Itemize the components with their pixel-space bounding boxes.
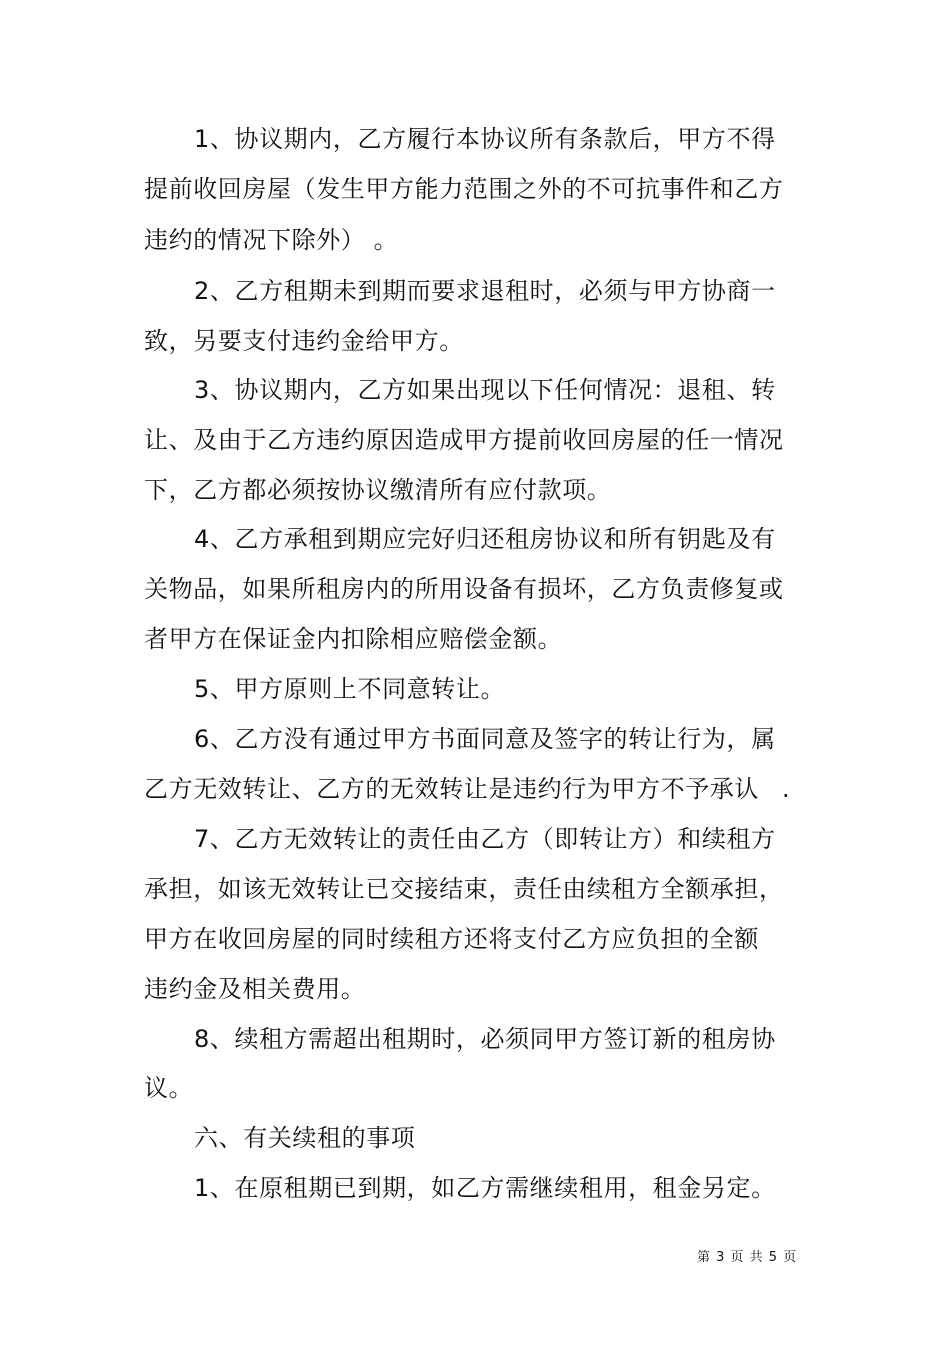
- text-line: 8、续租方需超出租期时，必须同甲方签订新的租房协: [194, 1025, 776, 1053]
- text-line: 让、及由于乙方违约原因造成甲方提前收回房屋的任一情况: [144, 426, 784, 454]
- text-line: 违约的情况下除外） 。: [144, 226, 399, 254]
- section-heading: 六、有关续租的事项: [194, 1124, 416, 1152]
- text-line: 3、协议期内，乙方如果出现以下任何情况：退租、转: [194, 376, 776, 404]
- text-line: 7、乙方无效转让的责任由乙方（即转让方）和续租方: [194, 825, 776, 853]
- text-line: 议。: [144, 1074, 194, 1102]
- text-line: 违约金及相关费用。: [144, 975, 366, 1003]
- text-line: 1、协议期内，乙方履行本协议所有条款后，甲方不得: [194, 125, 776, 153]
- text-line: 关物品，如果所租房内的所用设备有损坏，乙方负责修复或: [144, 575, 784, 603]
- text-line: 下，乙方都必须按协议缴清所有应付款项。: [144, 476, 612, 504]
- text-line: 4、乙方承租到期应完好归还租房协议和所有钥匙及有: [194, 525, 776, 553]
- text-line: 乙方无效转让、乙方的无效转让是违约行为甲方不予承认: [144, 775, 759, 803]
- text-line: 6、乙方没有通过甲方书面同意及签字的转让行为，属: [194, 725, 776, 753]
- text-line: 提前收回房屋（发生甲方能力范围之外的不可抗事件和乙方: [144, 175, 784, 203]
- text-line: 甲方在收回房屋的同时续租方还将支付乙方应负担的全额: [144, 925, 759, 953]
- text-line: 1、在原租期已到期，如乙方需继续租用，租金另定。: [194, 1174, 776, 1202]
- stray-period: .: [782, 775, 790, 803]
- text-line: 承担，如该无效转让已交接结束，责任由续租方全额承担，: [144, 875, 784, 903]
- text-line: 者甲方在保证金内扣除相应赔偿金额。: [144, 625, 563, 653]
- text-line: 5、甲方原则上不同意转让。: [194, 675, 506, 703]
- page-number-footer: 第 3 页 共 5 页: [697, 1250, 798, 1265]
- text-line: 2、乙方租期未到期而要求退租时，必须与甲方协商一: [194, 277, 776, 305]
- text-line: 致，另要支付违约金给甲方。: [144, 327, 464, 355]
